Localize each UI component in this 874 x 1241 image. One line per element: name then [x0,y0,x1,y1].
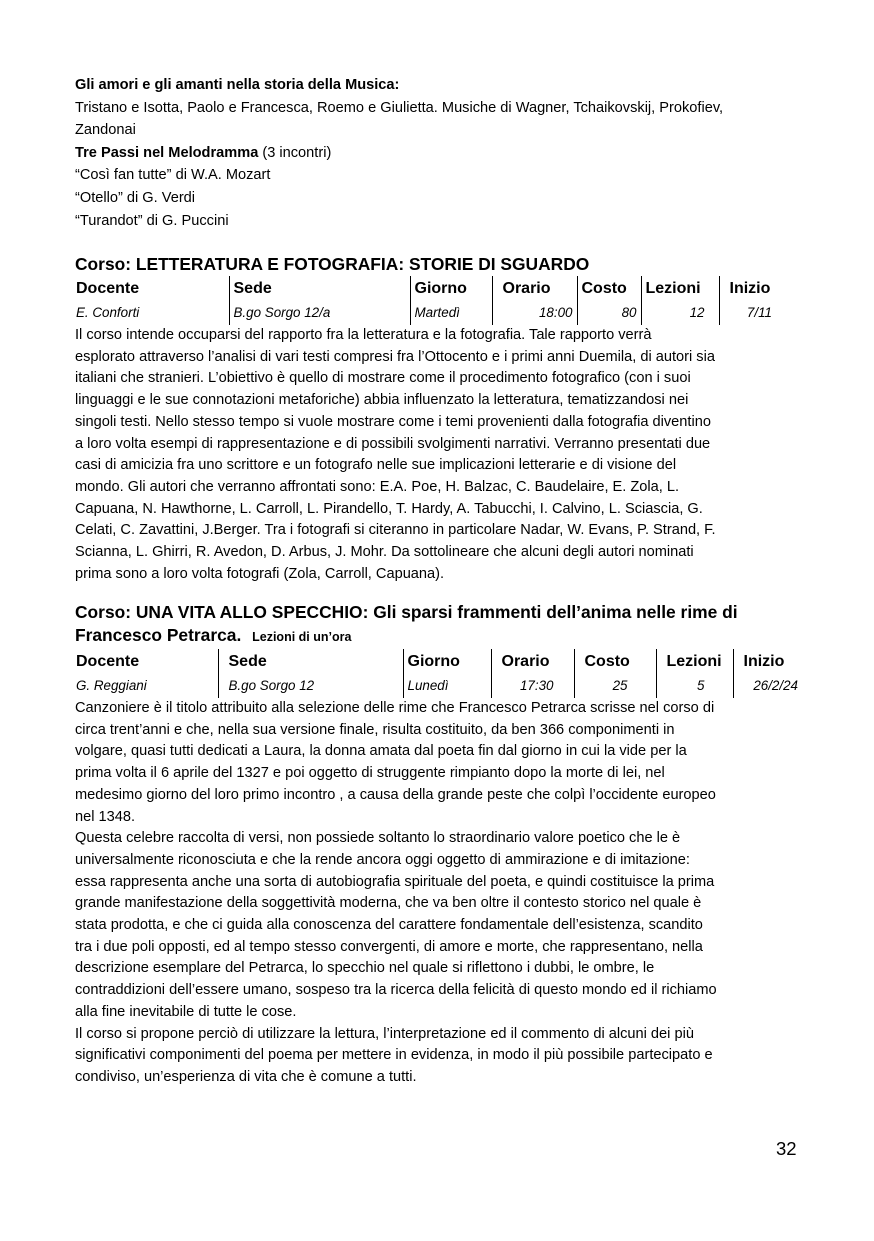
intro-line-text: “Così fan tutte” di W.A. Mozart [75,167,271,184]
header-costo: Costo [577,276,641,301]
header-lezioni: Lezioni [641,276,719,301]
course-info-table [75,649,800,698]
value-lezioni: 12 [641,301,719,325]
header-sede: Sede [218,649,403,674]
course-title-line: Francesco Petrarca. [75,625,242,645]
paragraph-line: medesimo giorno del loro primo incontro , a causa della grande peste che colpì l’occidente europeo [75,786,716,803]
intro-line-text: (3 incontri) [258,144,332,161]
course-title-line: Corso: UNA VITA ALLO SPECCHIO: Gli sparsi frammenti dell’anima nelle rime di [75,602,738,622]
table-value-row [75,674,800,698]
paragraph-line: Capuana, N. Hawthorne, L. Carroll, L. Pirandello, T. Hardy, A. Tabucchi, I. Calvino, L. Sciascia, G. [75,500,703,517]
paragraph-line: a loro volta esempi di rappresentazione e di possibili svolgimenti narrativi. Verranno presentati due [75,435,711,452]
paragraph-line: prima volta il 6 aprile del 1327 e poi oggetto di struggente rimpianto dopo la morte di lei, nel [75,765,665,782]
intro-section [75,74,723,232]
intro-line [75,142,723,165]
header-inizio: Inizio [733,649,800,674]
course-note: Lezioni di un’ora [252,630,352,644]
page-number: 32 [776,1138,797,1159]
paragraph-line: tra i due poli opposti, ed al tempo stesso convergenti, di amore e morte, che rappresentano, nella [75,938,703,955]
course-vita-allo-specchio [75,601,800,1089]
value-orario: 17:30 [491,674,574,698]
intro-line-text: “Otello” di G. Verdi [75,189,196,206]
paragraph-line: Il corso intende occuparsi del rapporto fra la letteratura e la fotografia. Tale rapporto verrà [75,327,652,343]
paragraph-line: casi di amicizia fra uno scrittore e un fotografo nelle sue implicazioni letterarie e di visione del [75,457,677,474]
intro-line [75,210,723,233]
paragraph-line: Il corso si propone perciò di utilizzare la lettura, l’interpretazione ed il commento di alcuni dei più [75,1025,694,1042]
intro-line [75,119,723,142]
paragraph-line: Scianna, L. Ghirri, R. Avedon, D. Arbus, J. Mohr. Da sottolineare che alcuni degli autori nominati [75,544,694,561]
value-lezioni: 5 [656,674,733,698]
paragraph-line: descrizione esemplare del Petrarca, lo specchio nel quale si riflettono i dubbi, le ombre, le [75,960,655,977]
header-docente: Docente [76,653,140,670]
intro-line-text: Tristano e Isotta, Paolo e Francesca, Roemo e Giulietta. Musiche di Wagner, Tchaikovskij, Prokofiev, [75,99,724,116]
intro-line [75,187,723,210]
value-sede: B.go Sorgo 12/a [229,301,410,325]
paragraph-line: alla fine inevitabile di tutte le cose. [75,1003,297,1020]
table-header-row [75,276,800,301]
header-inizio: Inizio [719,276,800,301]
table-header-row [75,649,800,674]
value-costo: 80 [577,301,641,325]
course-title [75,601,800,649]
paragraph-line: esplorato attraverso l’analisi di vari testi compresi fra l’Ottocento e i primi anni Duemila, di autori sia [75,348,715,365]
intro-line-text: Zandonai [75,122,136,139]
course-title [75,253,800,276]
value-costo: 25 [574,674,656,698]
paragraph-line: significativi componimenti del poema per mettere in evidenza, in modo il più possibile partecipato e [75,1047,713,1064]
paragraph-line: prima sono a loro volta fotografi (Zola, Carroll, Capuana). [75,565,445,582]
paragraph-line: volgare, quasi tutti dedicati a Laura, la donna amata dal poeta fin dal giorno in cui la vide per la [75,743,687,760]
header-docente: Docente [76,280,140,297]
paragraph-line: nel 1348. [75,808,136,825]
value-docente: E. Conforti [76,305,140,320]
paragraph-line: linguaggi e le sue connotazioni metaforiche) abbia influenzato la letteratura, tematizzandosi nei [75,392,689,409]
header-orario: Orario [492,276,577,301]
course-letteratura-fotografia [75,253,800,585]
table-value-row [75,301,800,325]
paragraph-line: Questa celebre raccolta di versi, non possiede soltanto lo straordinario valore poetico che le è [75,830,681,847]
intro-line [75,74,723,97]
course-title-line: Corso: LETTERATURA E FOTOGRAFIA: STORIE DI SGUARDO [75,254,590,274]
intro-line-bold: Tre Passi nel Melodramma [75,144,259,161]
course-description [75,325,800,585]
paragraph-line: universalmente riconosciuta e che la rende ancora oggi oggetto di ammirazione e di imitazione: [75,851,690,868]
paragraph-line: contraddizioni dell’essere umano, sospeso tra la ricerca della felicità di questo mondo ed il richiamo [75,982,717,999]
paragraph-line: singoli testi. Nello stesso tempo si vuole mostrare come i temi provenienti dalla fotografia diventino [75,413,711,430]
paragraph-line: essa rappresenta anche una sorta di autobiografia spirituale del poeta, e quindi costituisce la prima [75,873,715,890]
paragraph-line: mondo. Gli autori che verranno affrontati sono: E.A. Poe, H. Balzac, C. Baudelaire, E. Zola, L. [75,478,680,495]
header-lezioni: Lezioni [656,649,733,674]
value-giorno: Martedì [410,301,492,325]
intro-line [75,164,723,187]
course-description [75,698,800,1089]
intro-line [75,97,723,120]
value-inizio: 7/11 [719,301,800,325]
header-sede: Sede [229,276,410,301]
paragraph-line: stata prodotta, e che ci guida alla conoscenza del carattere fondamentale dell’esistenza, scandito [75,917,703,934]
course-info-table [75,276,800,325]
paragraph-line: italiani che stranieri. L’obiettivo è quello di mostrare come il procedimento fotografico (con i suoi [75,370,691,387]
header-giorno: Giorno [403,649,491,674]
value-orario: 18:00 [492,301,577,325]
intro-line-text: “Turandot” di G. Puccini [75,212,229,229]
value-giorno: Lunedì [403,674,491,698]
paragraph-line: circa trent’anni e che, nella sua versione finale, risulta costituito, da ben 366 componimenti in [75,721,675,738]
header-orario: Orario [491,649,574,674]
header-costo: Costo [574,649,656,674]
value-inizio: 26/2/24 [733,674,800,698]
paragraph-line: condiviso, un’esperienza di vita che è comune a tutti. [75,1068,417,1085]
header-giorno: Giorno [410,276,492,301]
value-docente: G. Reggiani [76,678,147,693]
paragraph-line: Celati, C. Zavattini, J.Berger. Tra i fotografi si citeranno in particolare Nadar, W. Evans, P. Strand, F. [75,522,716,539]
intro-line-bold: Gli amori e gli amanti nella storia della Musica: [75,77,400,93]
value-sede: B.go Sorgo 12 [218,674,403,698]
paragraph-line: grande manifestazione della soggettività moderna, che va ben oltre il contesto storico nel quale è [75,895,702,912]
paragraph-line: Canzoniere è il titolo attribuito alla selezione delle rime che Francesco Petrarca scrisse nel corso di [75,700,715,716]
